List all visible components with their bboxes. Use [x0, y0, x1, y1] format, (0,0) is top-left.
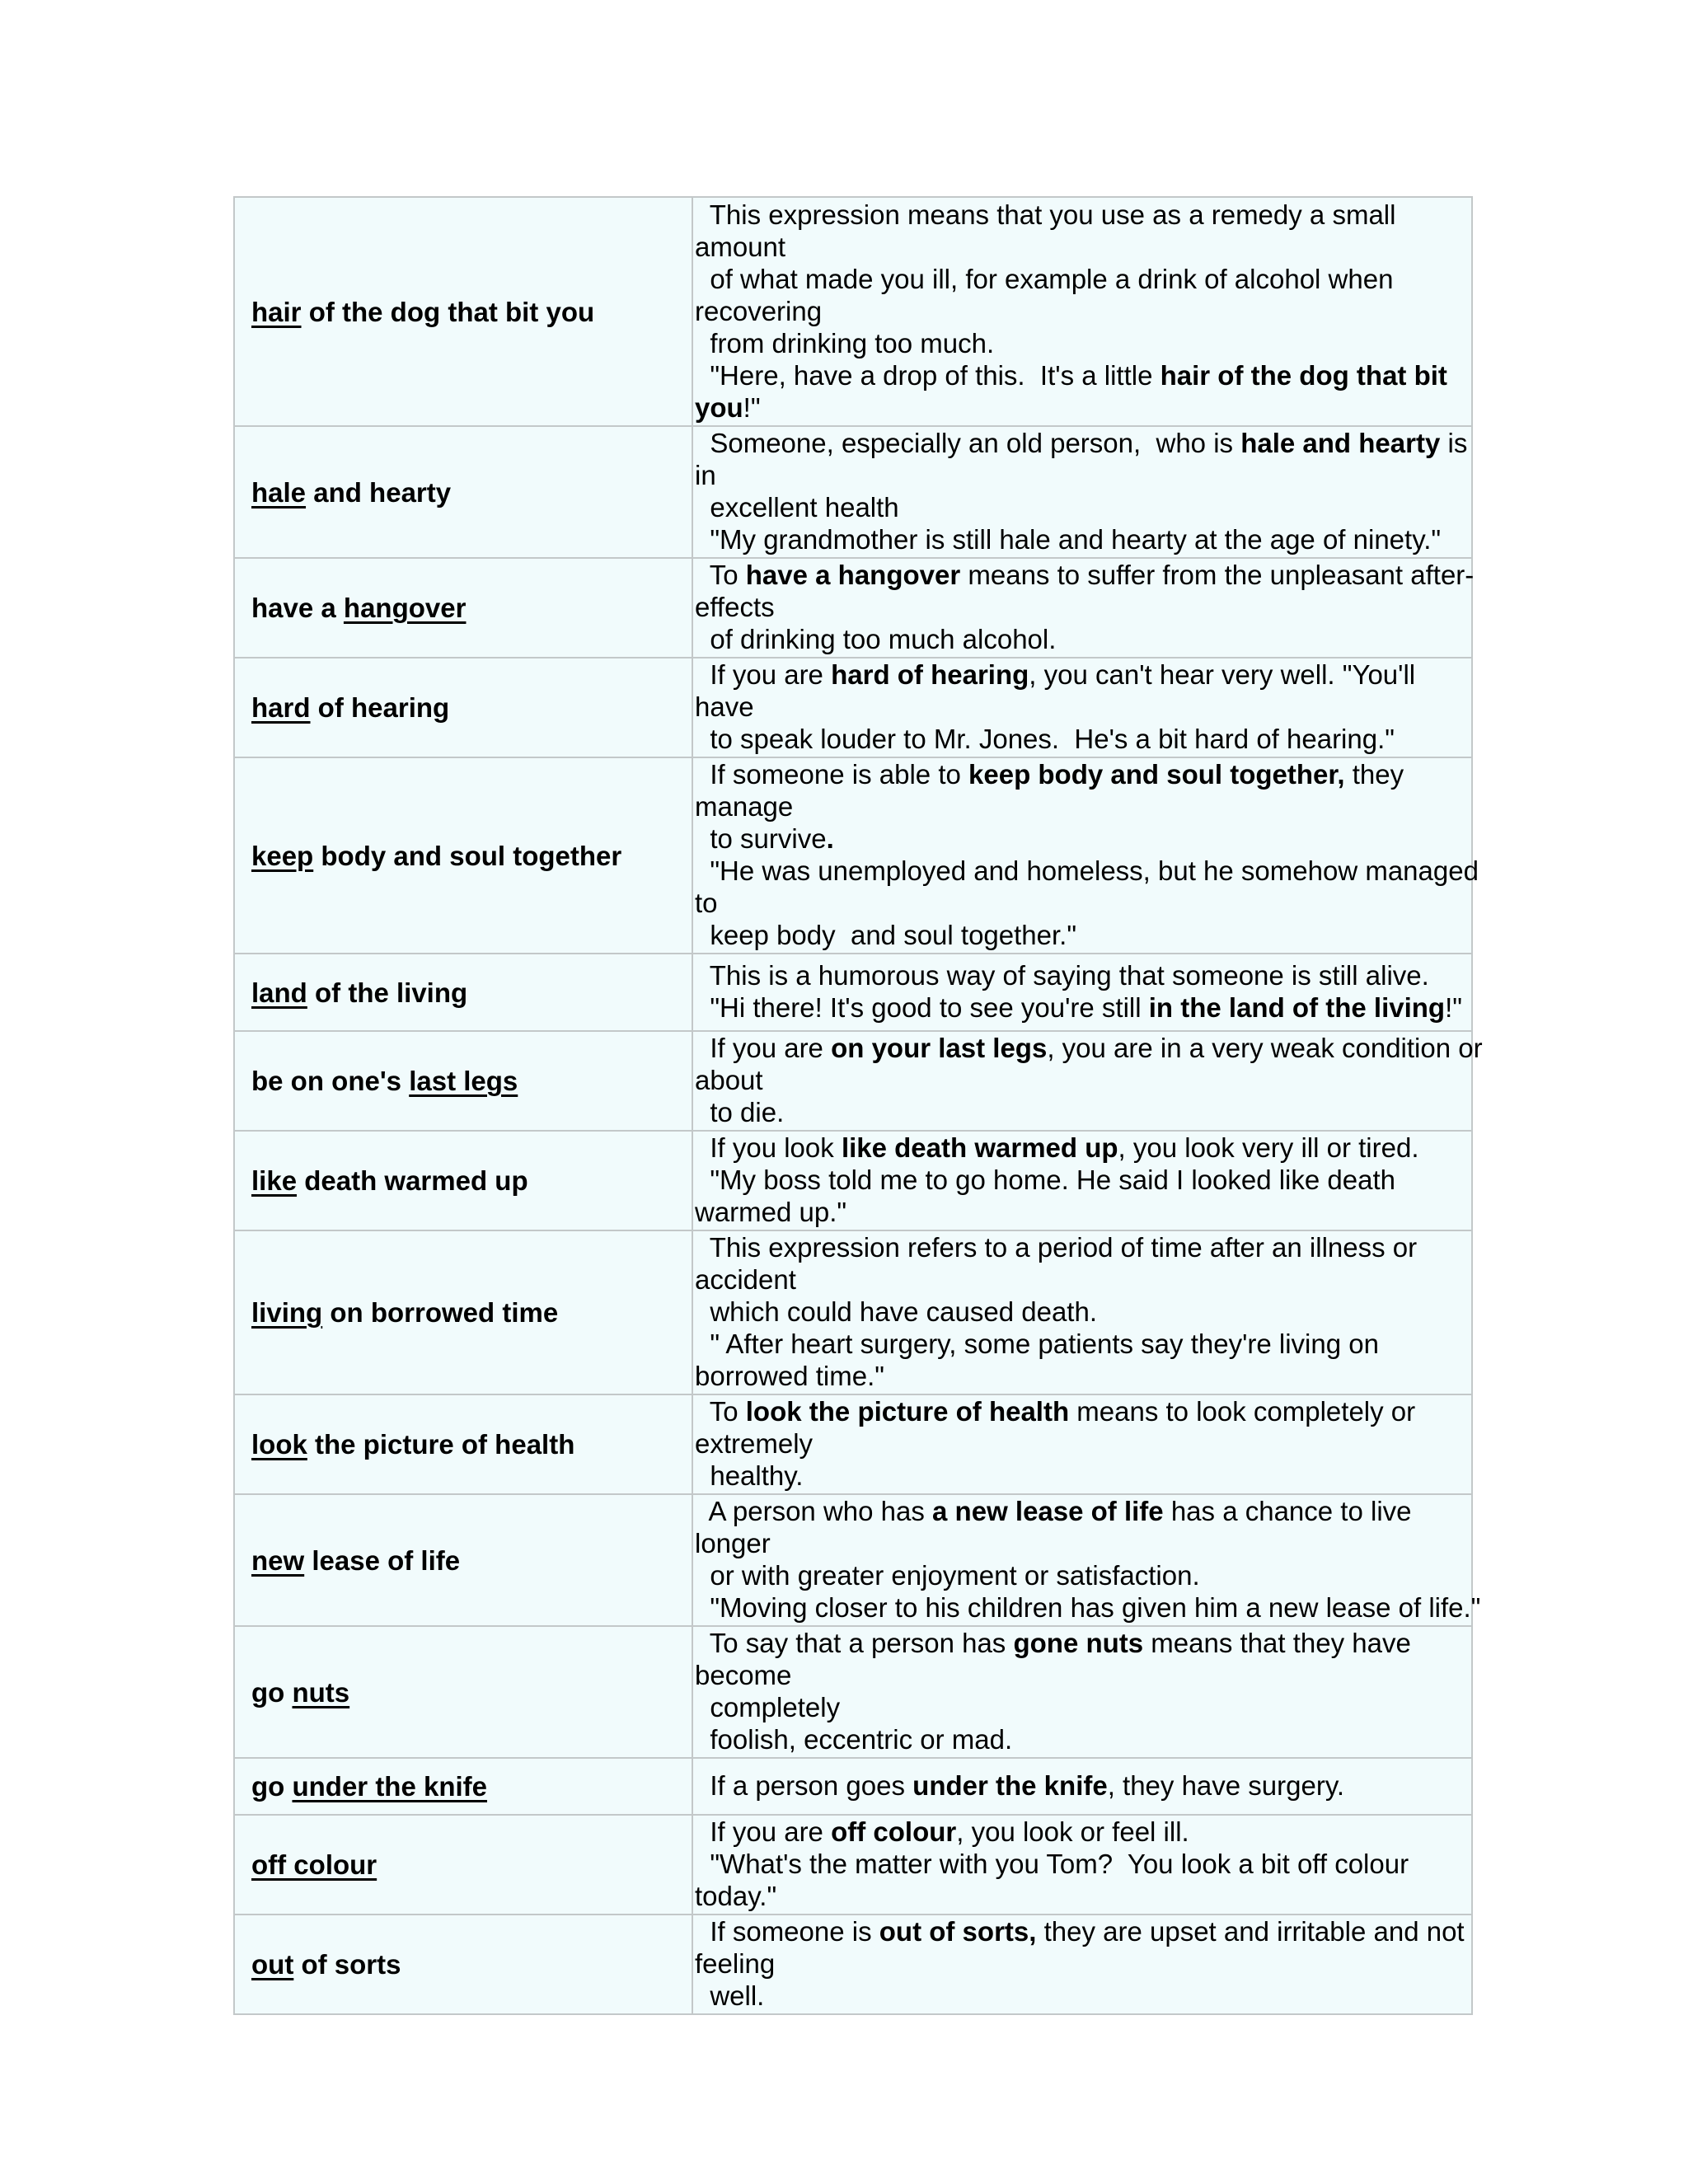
idiom-term-text: body and soul together: [313, 840, 622, 871]
definition-text: "Here, have a drop of this. It's a little: [695, 359, 1160, 391]
idiom-definition-cell: [692, 558, 1475, 658]
idiom-definition-cell: [692, 426, 1472, 558]
idiom-table-body: [234, 197, 1483, 2014]
idiom-keyword: land: [251, 977, 307, 1008]
definition-text: feeling: [695, 1948, 776, 1979]
definition-line: [695, 959, 1470, 991]
idiom-definition-cell: [692, 1031, 1483, 1131]
definition-text: To: [695, 560, 746, 590]
definition-line: [695, 919, 1470, 951]
definition-bold-text: keep body and soul together,: [968, 759, 1345, 790]
definition-line: [695, 491, 1470, 523]
definition-line: [695, 459, 1470, 491]
definition-bold-text: a new lease of life: [932, 1496, 1164, 1526]
definition-text: effects: [695, 592, 775, 622]
definition-text: If you are: [695, 659, 832, 690]
definition-text: "Moving closer to his children has given him a new lease of life.": [695, 1592, 1481, 1623]
definition-text: , you look or feel ill.: [956, 1816, 1189, 1847]
idiom-definition-cell: [692, 1758, 1472, 1815]
idiom-row: [234, 1394, 1472, 1494]
definition-text: extremely: [695, 1428, 814, 1459]
idiom-term-cell: [234, 658, 692, 757]
idiom-term-text: go: [251, 1771, 293, 1802]
definition-text: today.": [695, 1881, 777, 1911]
definition-text: means that they have: [1143, 1628, 1411, 1658]
idiom-definition-cell: [692, 1131, 1472, 1230]
idiom-row: [234, 1494, 1472, 1626]
definition-bold-text: in the land of the living: [1148, 992, 1446, 1023]
definition-bold-text: like death warmed up: [841, 1132, 1118, 1163]
idiom-keyword: off colour: [251, 1849, 377, 1880]
definition-line: [695, 691, 1470, 723]
definition-line: [695, 623, 1470, 655]
definition-text: in: [695, 460, 716, 490]
idiom-term-text: lease of life: [304, 1544, 461, 1576]
definition-line: [695, 1360, 1470, 1392]
definition-text: If you are: [695, 1816, 832, 1847]
definition-text: If someone is: [695, 1916, 879, 1947]
idiom-definition-cell: [692, 1915, 1472, 2014]
definition-bold-text: hard of hearing: [831, 659, 1029, 690]
idiom-row: [234, 1031, 1472, 1131]
idiom-keyword: living: [251, 1297, 323, 1328]
definition-text: which could have caused death.: [695, 1296, 1097, 1327]
definition-text: means to suffer from the unpleasant after-: [960, 560, 1475, 590]
idiom-definition-cell: [692, 757, 1479, 954]
definition-bold-text: hale and hearty: [1240, 428, 1441, 458]
definition-line: [695, 327, 1470, 359]
idiom-term-cell: [234, 426, 692, 558]
definition-text: of what made you ill, for example a drink of alcohol when: [695, 263, 1394, 294]
definition-text: has a chance to live: [1163, 1496, 1412, 1526]
definition-text: , they have surgery.: [1107, 1770, 1345, 1801]
definition-text: This is a humorous way of saying that someone is still alive.: [695, 960, 1429, 991]
idiom-row: [234, 1915, 1472, 2014]
definition-text: , you are in a very weak condition or: [1047, 1033, 1483, 1063]
definition-text: "My grandmother is still hale and hearty at the age of ninety.": [695, 524, 1442, 555]
definition-text: warmed up.": [695, 1197, 847, 1227]
idiom-term-cell: [234, 1815, 692, 1915]
idiom-definition-cell: [692, 1494, 1481, 1626]
definition-bold-text: on your last legs: [831, 1033, 1048, 1063]
definition-text: To say that a person has: [695, 1628, 1014, 1658]
definition-line: [695, 1460, 1470, 1492]
idiom-row: [234, 1230, 1472, 1394]
definition-line: [695, 263, 1470, 295]
definition-line: [695, 1947, 1470, 1980]
definition-text: This expression means that you use as a remedy a small: [695, 199, 1396, 230]
definition-line: [695, 295, 1470, 327]
idiom-row: [234, 1131, 1472, 1230]
idiom-term-text: of hearing: [310, 692, 450, 723]
idiom-term-text: be on one's: [251, 1066, 410, 1096]
definition-line: [695, 1328, 1470, 1360]
definition-text: This expression refers to a period of time after an illness or: [695, 1232, 1418, 1263]
idiom-keyword: nuts: [292, 1676, 350, 1708]
idiom-definition-cell: [692, 1230, 1472, 1394]
idiom-term-cell: [234, 1758, 692, 1815]
definition-text: or with greater enjoyment or satisfaction.: [695, 1560, 1200, 1591]
definition-bold-text: you: [695, 391, 743, 423]
idiom-term-cell: [234, 1915, 692, 2014]
definition-line: [695, 427, 1470, 459]
definition-text: healthy.: [695, 1460, 804, 1491]
definition-text: is: [1440, 428, 1468, 458]
idiom-term-text: of sorts: [293, 1949, 401, 1980]
definition-line: [695, 1691, 1470, 1723]
idiom-keyword: hard: [251, 692, 311, 723]
idiom-keyword: hale: [251, 476, 307, 508]
idiom-term-text: and hearty: [306, 476, 452, 508]
definition-text: to survive: [695, 823, 827, 854]
definition-text: amount: [695, 231, 786, 262]
idiom-row: [234, 1815, 1472, 1915]
definition-bold-text: have a hangover: [745, 560, 961, 590]
definition-text: they are upset and irritable and not: [1036, 1916, 1465, 1947]
definition-line: [695, 1064, 1470, 1096]
definition-text: If you look: [695, 1132, 842, 1163]
definition-text: "My boss told me to go home. He said I looked like death: [695, 1165, 1395, 1195]
definition-text: !": [1445, 992, 1462, 1023]
idiom-term-cell: [234, 1230, 692, 1394]
idiom-keyword: new: [251, 1544, 305, 1576]
definition-text: To: [695, 1396, 746, 1427]
definition-text: recovering: [695, 295, 823, 326]
definition-line: [695, 1980, 1470, 2012]
definition-line: [695, 1627, 1470, 1659]
idiom-row: [234, 1626, 1472, 1758]
definition-text: to die.: [695, 1097, 785, 1127]
definition-line: [695, 1559, 1470, 1591]
idiom-definition-cell: [692, 1394, 1472, 1494]
definition-text: excellent health: [695, 492, 899, 523]
idiom-keyword: out: [251, 1949, 294, 1980]
definition-bold-text: under the knife: [912, 1770, 1108, 1801]
idiom-row: [234, 197, 1472, 426]
definition-line: [695, 1296, 1470, 1328]
definition-text: means to look completely or: [1069, 1396, 1416, 1427]
idiom-term-text: have a: [251, 593, 344, 623]
definition-line: [695, 1527, 1470, 1559]
idiom-term-text: the picture of health: [307, 1429, 575, 1460]
definition-line: [695, 1915, 1470, 1947]
idiom-definition-cell: [692, 658, 1472, 757]
definition-text: If someone is able to: [695, 759, 969, 790]
idiom-term-text: of the dog that bit you: [301, 296, 595, 327]
idiom-row: [234, 954, 1472, 1031]
definition-text: accident: [695, 1264, 796, 1295]
definition-line: [695, 723, 1470, 755]
definition-line: [695, 1591, 1481, 1624]
definition-text: manage: [695, 791, 794, 822]
definition-bold-text: gone nuts: [1013, 1628, 1144, 1658]
definition-text: foolish, eccentric or mad.: [695, 1724, 1013, 1755]
definition-text: to speak louder to Mr. Jones. He's a bit hard of hearing.": [695, 724, 1395, 754]
definition-text: about: [695, 1065, 763, 1095]
definition-line: [695, 1723, 1470, 1755]
definition-line: [695, 523, 1470, 555]
definition-line: [695, 1096, 1470, 1128]
idiom-term-cell: [234, 1131, 692, 1230]
idiom-row: [234, 757, 1472, 954]
definition-text: If you are: [695, 1033, 832, 1063]
definition-text: Someone, especially an old person, who is: [695, 428, 1241, 458]
definition-line: [695, 559, 1475, 591]
definition-line: [695, 991, 1470, 1024]
idiom-keyword: under the knife: [292, 1771, 488, 1802]
idiom-term-cell: [234, 954, 692, 1031]
idiom-term-text: go: [251, 1676, 293, 1708]
definition-text: completely: [695, 1692, 841, 1722]
idiom-row: [234, 1758, 1472, 1815]
definition-line: [695, 231, 1470, 263]
idiom-term-text: of the living: [307, 977, 468, 1008]
definition-text: " After heart surgery, some patients say they're living on: [695, 1329, 1379, 1359]
definition-text: of drinking too much alcohol.: [695, 624, 1057, 654]
definition-text: become: [695, 1660, 792, 1690]
definition-text: longer: [695, 1528, 771, 1558]
definition-line: [695, 1816, 1470, 1848]
definition-bold-text: hair of the dog that bit: [1160, 359, 1447, 391]
definition-line: [695, 1769, 1470, 1802]
idiom-term-text: on borrowed time: [322, 1297, 559, 1328]
definition-line: [695, 1395, 1470, 1427]
definition-line: [695, 1659, 1470, 1691]
definition-text: "What's the matter with you Tom? You look a bit off colour: [695, 1849, 1409, 1879]
idiom-term-cell: [234, 1494, 692, 1626]
definition-line: [695, 823, 1470, 855]
definition-line: [695, 1164, 1470, 1196]
definition-line: [695, 758, 1470, 790]
definition-line: [695, 1263, 1470, 1296]
idiom-term-cell: [234, 757, 692, 954]
definition-line: [695, 391, 1470, 424]
definition-line: [695, 887, 1470, 919]
idiom-term-text: death warmed up: [297, 1165, 528, 1196]
idiom-keyword: hair: [251, 296, 302, 327]
definition-text: "He was unemployed and homeless, but he somehow managed: [695, 855, 1479, 886]
definition-text: have: [695, 691, 754, 722]
idiom-definition-cell: [692, 1626, 1472, 1758]
definition-text: they: [1344, 759, 1404, 790]
definition-line: [695, 591, 1470, 623]
idiom-keyword: keep: [251, 840, 314, 871]
definition-text: , you can't hear very well. "You'll: [1029, 659, 1416, 690]
definition-line: [695, 1427, 1470, 1460]
definition-text: well.: [695, 1980, 765, 2011]
idiom-term-cell: [234, 1031, 692, 1131]
definition-text: borrowed time.": [695, 1361, 884, 1391]
definition-bold-text: off colour: [831, 1816, 957, 1847]
idiom-keyword: look: [251, 1429, 307, 1460]
idiom-keyword: like: [251, 1165, 298, 1196]
idiom-keyword: hangover: [343, 593, 467, 623]
definition-text: If a person goes: [695, 1770, 913, 1801]
definition-line: [695, 1196, 1470, 1228]
definition-text: from drinking too much.: [695, 327, 995, 359]
definition-text: to: [695, 888, 718, 918]
idiom-term-cell: [234, 558, 692, 658]
idiom-row: [234, 558, 1472, 658]
idiom-row: [234, 426, 1472, 558]
definition-bold-text: look the picture of health: [745, 1396, 1070, 1427]
idiom-row: [234, 658, 1472, 757]
definition-line: [695, 1495, 1470, 1527]
idiom-keyword: last legs: [409, 1066, 518, 1096]
definition-line: [695, 855, 1479, 887]
definition-text: "Hi there! It's good to see you're still: [695, 992, 1149, 1023]
definition-line: [695, 790, 1470, 823]
definition-line: [695, 359, 1470, 391]
idiom-term-cell: [234, 1394, 692, 1494]
definition-text: A person who has: [695, 1496, 933, 1526]
idiom-definition-cell: [692, 197, 1472, 426]
definition-line: [695, 658, 1470, 691]
definition-line: [695, 1231, 1470, 1263]
idiom-term-cell: [234, 197, 692, 426]
definition-text: keep body and soul together.": [695, 920, 1077, 950]
definition-bold-text: .: [826, 823, 834, 854]
idiom-definition-cell: [692, 954, 1472, 1031]
idiom-term-cell: [234, 1626, 692, 1758]
definition-bold-text: out of sorts,: [879, 1916, 1037, 1947]
idiom-definition-cell: [692, 1815, 1472, 1915]
definition-line: [695, 1032, 1483, 1064]
definition-line: [695, 1848, 1470, 1880]
definition-text: , you look very ill or tired.: [1118, 1132, 1419, 1163]
definition-line: [695, 1880, 1470, 1912]
definition-line: [695, 1132, 1470, 1164]
definition-line: [695, 199, 1470, 231]
idiom-table: [233, 196, 1483, 2015]
definition-text: !": [743, 391, 761, 423]
